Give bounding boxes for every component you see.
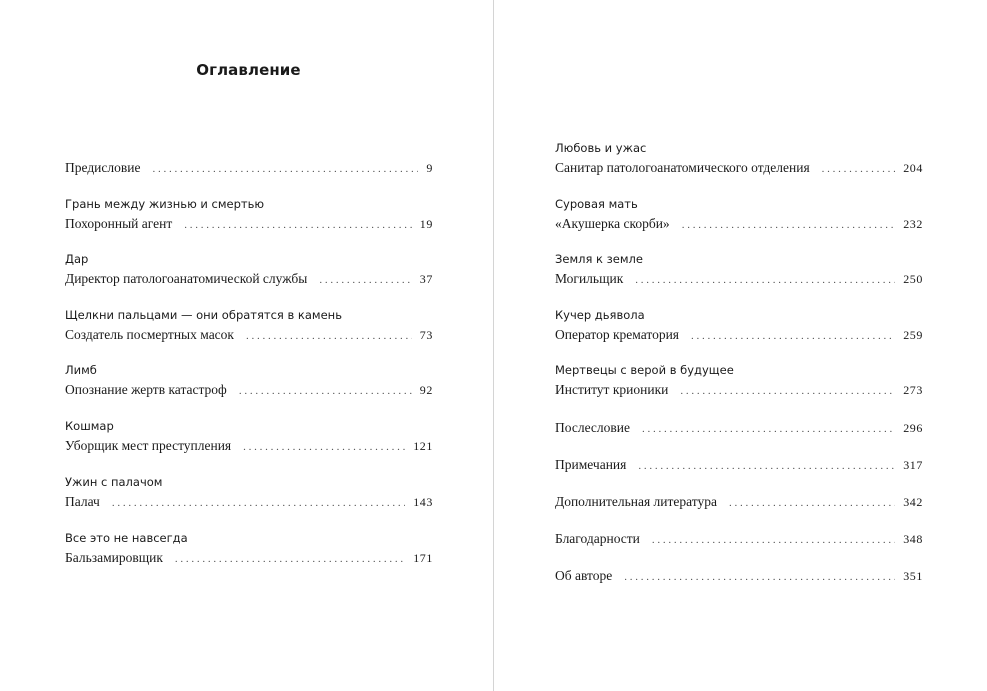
toc-page-number: 232 bbox=[903, 217, 923, 231]
toc-leader-dots bbox=[680, 383, 895, 399]
toc-entry[interactable] bbox=[65, 308, 433, 344]
toc-line bbox=[555, 327, 923, 344]
toc-entry[interactable] bbox=[555, 568, 923, 585]
toc-entry[interactable] bbox=[555, 141, 923, 177]
toc-leader-dots bbox=[246, 328, 412, 344]
toc-chapter-heading: Земля к земле bbox=[555, 252, 643, 266]
toc-line bbox=[65, 271, 433, 288]
toc-leader-dots bbox=[239, 383, 412, 399]
toc-chapter-heading: Лимб bbox=[65, 363, 97, 377]
toc-entry[interactable] bbox=[555, 197, 923, 233]
toc-chapter-heading: Все это не навсегда bbox=[65, 531, 188, 545]
toc-entry[interactable] bbox=[65, 197, 433, 233]
toc-chapter-heading: Кошмар bbox=[65, 419, 114, 433]
toc-entry[interactable] bbox=[65, 363, 433, 399]
toc-leader-dots bbox=[642, 421, 895, 437]
toc-leader-dots bbox=[652, 532, 895, 548]
toc-chapter-heading: Суровая мать bbox=[555, 197, 638, 211]
toc-entry[interactable] bbox=[65, 252, 433, 288]
toc-page-number: 73 bbox=[419, 328, 433, 342]
toc-chapter-heading: Щелкни пальцами — они обратятся в камень bbox=[65, 308, 342, 322]
toc-entry-title: Палач bbox=[65, 494, 100, 509]
toc-page-number: 121 bbox=[413, 439, 433, 453]
toc-leader-dots bbox=[243, 439, 405, 455]
toc-entry-title: Оператор крематория bbox=[555, 327, 680, 342]
toc-leader-dots bbox=[112, 495, 405, 511]
toc-entry-title: Санитар патологоанатомического отделения bbox=[555, 160, 810, 175]
toc-entry-title: «Акушерка скорби» bbox=[555, 216, 670, 231]
toc-entry[interactable] bbox=[555, 252, 923, 288]
toc-entry[interactable] bbox=[65, 160, 433, 177]
toc-line bbox=[65, 327, 433, 344]
toc-line bbox=[65, 216, 433, 233]
toc-entry-title: Предисловие bbox=[65, 160, 141, 175]
toc-page-number: 348 bbox=[903, 532, 923, 546]
toc-leader-dots bbox=[638, 458, 895, 474]
toc-entry[interactable] bbox=[555, 420, 923, 437]
toc-page-number: 250 bbox=[903, 272, 923, 286]
left-page bbox=[0, 0, 493, 691]
toc-leader-dots bbox=[691, 328, 895, 344]
toc-page-number: 143 bbox=[413, 495, 433, 509]
toc-line bbox=[555, 568, 923, 585]
toc-line bbox=[555, 216, 923, 233]
toc-entry-title: Послесловие bbox=[555, 420, 630, 435]
toc-entry-title: Создатель посмертных масок bbox=[65, 327, 234, 342]
toc-entry-title: Примечания bbox=[555, 457, 627, 472]
toc-page-number: 171 bbox=[413, 551, 433, 565]
toc-chapter-heading: Любовь и ужас bbox=[555, 141, 647, 155]
toc-page-number: 342 bbox=[903, 495, 923, 509]
toc-entry-title: Опознание жертв катастроф bbox=[65, 382, 227, 397]
toc-page-number: 37 bbox=[419, 272, 433, 286]
toc-page-number: 259 bbox=[903, 328, 923, 342]
toc-line bbox=[555, 420, 923, 437]
toc-line bbox=[555, 271, 923, 288]
toc-line bbox=[555, 457, 923, 474]
toc-page-number: 92 bbox=[419, 383, 433, 397]
toc-line bbox=[65, 382, 433, 399]
toc-chapter-heading: Ужин с палачом bbox=[65, 475, 163, 489]
toc-chapter-heading: Дар bbox=[65, 252, 89, 266]
toc-line bbox=[555, 494, 923, 511]
toc-entry[interactable] bbox=[555, 363, 923, 399]
toc-page-number: 19 bbox=[419, 217, 433, 231]
toc-entry-title: Могильщик bbox=[555, 271, 624, 286]
toc-leader-dots bbox=[822, 161, 896, 177]
right-page bbox=[494, 0, 987, 691]
toc-leader-dots bbox=[175, 551, 405, 567]
toc-page-number: 351 bbox=[903, 569, 923, 583]
toc-entry[interactable] bbox=[555, 494, 923, 511]
toc-page-number: 273 bbox=[903, 383, 923, 397]
toc-entry[interactable] bbox=[555, 308, 923, 344]
toc-line bbox=[65, 550, 433, 567]
toc-leader-dots bbox=[635, 272, 895, 288]
toc-entry[interactable] bbox=[555, 531, 923, 548]
toc-chapter-heading: Кучер дьявола bbox=[555, 308, 645, 322]
toc-leader-dots bbox=[682, 217, 896, 233]
toc-entry[interactable] bbox=[65, 419, 433, 455]
toc-line bbox=[555, 531, 923, 548]
toc-entry-title: Дополнительная литература bbox=[555, 494, 717, 509]
toc-line bbox=[555, 382, 923, 399]
toc-entry-title: Бальзамировщик bbox=[65, 550, 163, 565]
toc-leader-dots bbox=[624, 569, 895, 585]
toc-line bbox=[65, 494, 433, 511]
toc-leader-dots bbox=[184, 217, 412, 233]
toc-entry-title: Уборщик мест преступления bbox=[65, 438, 232, 453]
toc-entry-title: Об авторе bbox=[555, 568, 613, 583]
toc-page-number: 9 bbox=[426, 161, 433, 175]
toc-entry-title: Похоронный агент bbox=[65, 216, 173, 231]
toc-page-number: 204 bbox=[903, 161, 923, 175]
toc-chapter-heading: Грань между жизнью и смертью bbox=[65, 197, 265, 211]
toc-entry-title: Институт крионики bbox=[555, 382, 669, 397]
toc-leader-dots bbox=[319, 272, 411, 288]
toc-entry[interactable] bbox=[555, 457, 923, 474]
toc-line bbox=[555, 160, 923, 177]
toc-entry-title: Благодарности bbox=[555, 531, 640, 546]
toc-chapter-heading: Мертвецы с верой в будущее bbox=[555, 363, 734, 377]
toc-leader-dots bbox=[152, 161, 418, 177]
toc-line bbox=[65, 438, 433, 455]
toc-line bbox=[65, 160, 433, 177]
toc-entry-title: Директор патологоанатомической службы bbox=[65, 271, 308, 286]
toc-title: Оглавление bbox=[196, 61, 301, 79]
toc-page-number: 296 bbox=[903, 421, 923, 435]
toc-entry[interactable] bbox=[65, 531, 433, 567]
toc-leader-dots bbox=[729, 495, 895, 511]
toc-entry[interactable] bbox=[65, 475, 433, 511]
toc-page-number: 317 bbox=[903, 458, 923, 472]
